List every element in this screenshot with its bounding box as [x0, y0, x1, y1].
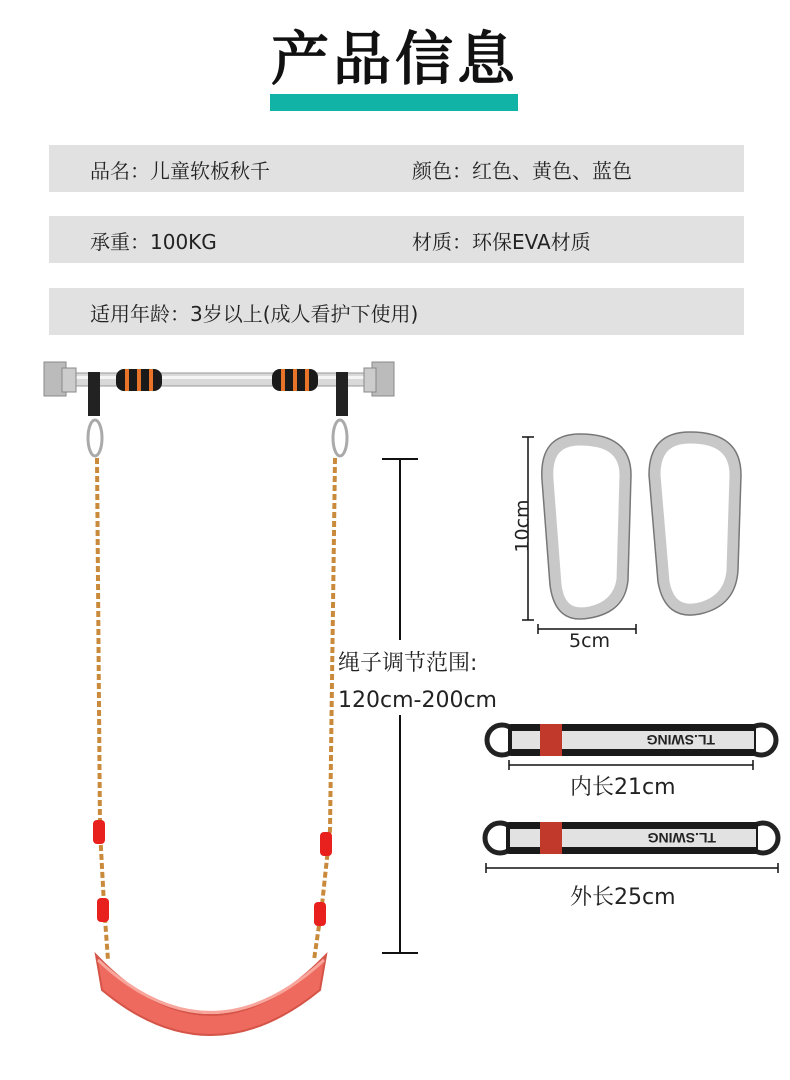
strap-outer: [485, 822, 778, 873]
spec-product-name: 品名：儿童软板秋千: [90, 159, 270, 183]
spec-load: 承重：100KG: [90, 230, 217, 254]
carabiner-right: [655, 438, 735, 609]
strap-inner-length-label: 内长21cm: [570, 775, 676, 800]
spec-material: 材质：环保EVA材质: [412, 230, 591, 254]
spec-colors: 颜色：红色、黄色、蓝色: [412, 159, 632, 183]
strap-outer-print: TL.SWING: [647, 830, 716, 846]
rope-range-line2: 120cm-200cm: [338, 688, 497, 713]
spec-age: 适用年龄：3岁以上(成人看护下使用): [90, 302, 419, 326]
strap-outer-length-label: 外长25cm: [570, 885, 676, 910]
strap-inner-print: TL.SWING: [646, 732, 715, 748]
carabiner-left: [548, 440, 625, 613]
swing-seat: [96, 955, 326, 1035]
rope-beads: [93, 820, 332, 926]
rope-range-label: [338, 645, 497, 719]
page-title: 产品信息: [270, 25, 519, 93]
hook-height-label: 10cm: [511, 499, 534, 553]
pull-up-bar: [44, 362, 394, 416]
hook-width-label: 5cm: [569, 630, 611, 652]
strap-inner: [487, 724, 776, 770]
ropes: [97, 458, 335, 960]
top-hooks: [88, 420, 347, 456]
rope-range-line1: 绳子调节范围:: [338, 651, 478, 676]
